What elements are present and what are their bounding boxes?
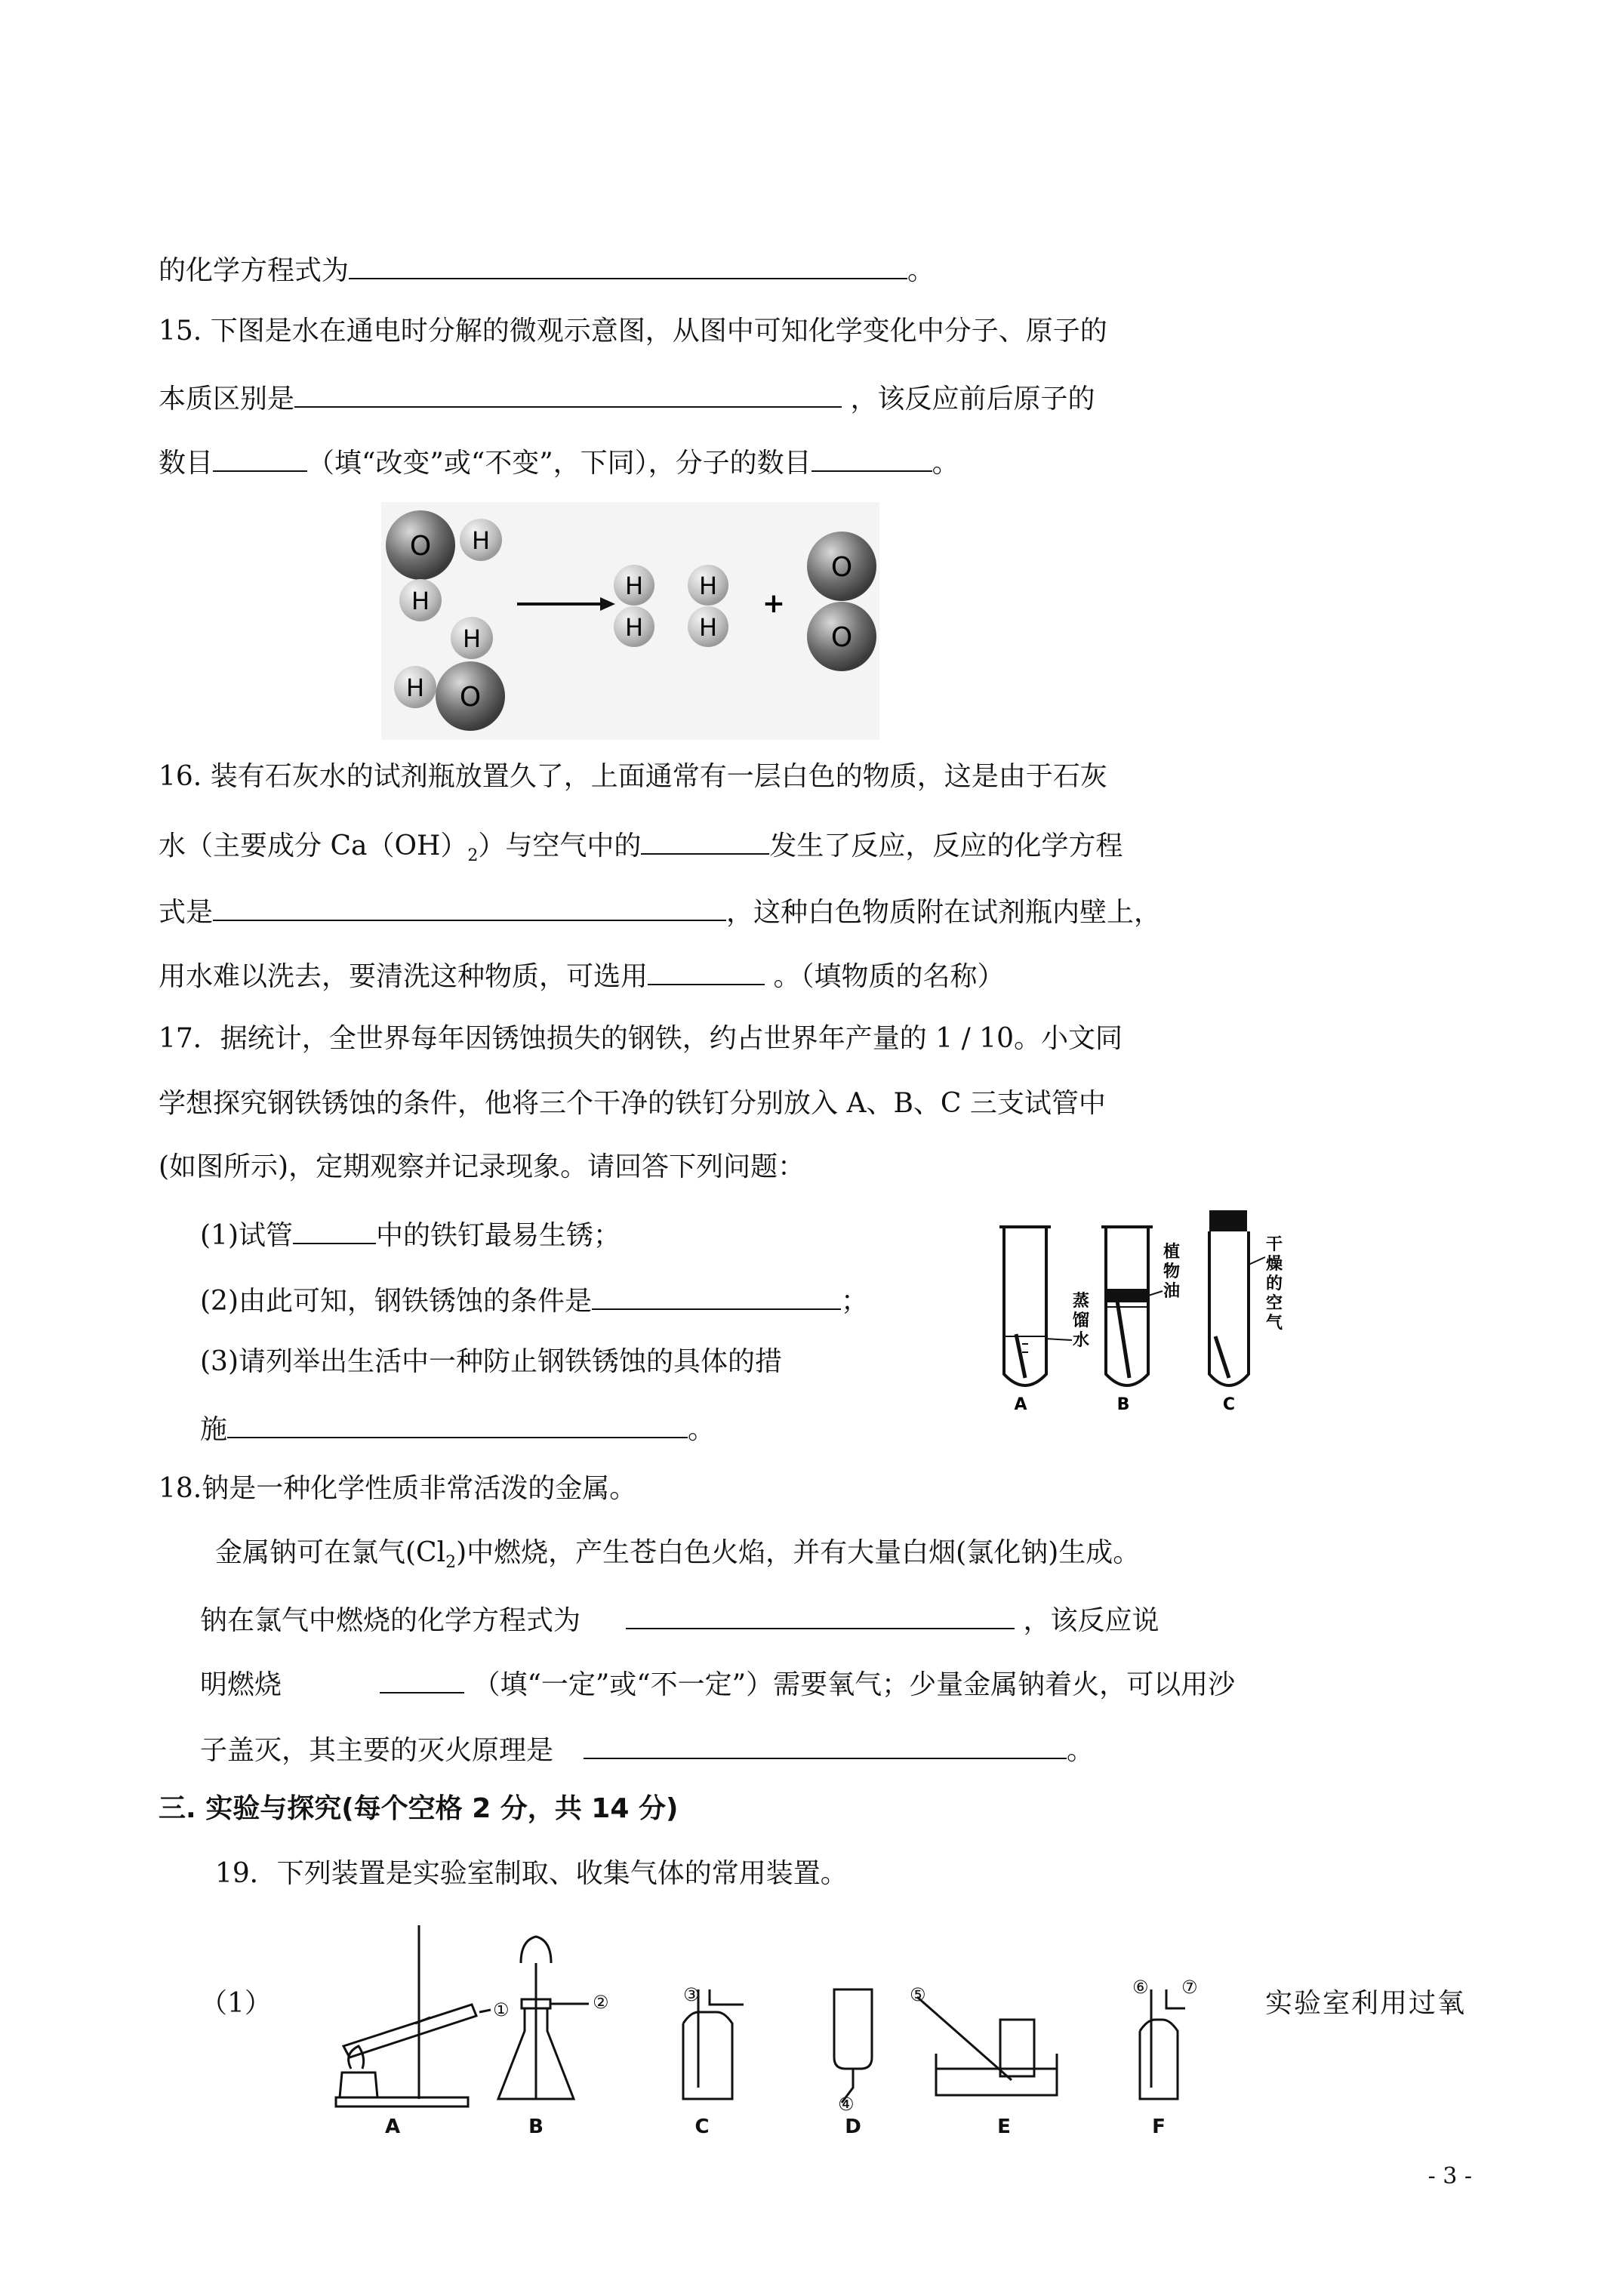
q17-line1: 17．据统计，全世界每年因锈蚀损失的钢铁，约占世界年产量的 1 / 10。小文同	[159, 1023, 1123, 1054]
test-tube-b	[1101, 1227, 1153, 1414]
q15-line1: 15. 下图是水在通电时分解的微观示意图，从图中可知化学变化中分子、原子的	[159, 316, 1107, 347]
svg-text:O: O	[459, 682, 482, 713]
mol1-h2: H	[411, 587, 430, 615]
port-numbers	[493, 1977, 1198, 2115]
q18-line3: 钠在氯气中燃烧的化学方程式为 ，该反应说	[200, 1599, 1159, 1639]
apparatus-a	[336, 1925, 491, 2106]
apparatus-labels	[385, 2116, 1166, 2137]
q17-part1: (1)试管 中的铁钉最易生锈；	[200, 1214, 621, 1254]
q16-cleaner-blank[interactable]	[648, 955, 765, 985]
water-label-2: 馏	[1072, 1311, 1090, 1330]
water-label-1: 蒸	[1072, 1292, 1090, 1311]
apparatus-b	[498, 1937, 589, 2099]
svg-text:①: ①	[493, 1999, 510, 2020]
mol1-o: O	[409, 531, 432, 562]
svg-text:D: D	[845, 2116, 861, 2137]
svg-text:⑦: ⑦	[1181, 1977, 1198, 1998]
q19-line1: 19．下列装置是实验室制取、收集气体的常用装置。	[215, 1858, 848, 1889]
air-label-3: 的	[1265, 1274, 1283, 1293]
test-tubes-figure	[989, 1204, 1313, 1416]
oil-label-3: 油	[1163, 1282, 1181, 1301]
svg-text:②: ②	[593, 1992, 609, 2013]
q17-tube-blank[interactable]	[293, 1214, 376, 1244]
q16-line3: 式是 ，这种白色物质附在试剂瓶内壁上，	[159, 891, 1161, 931]
svg-text:A: A	[384, 2116, 401, 2137]
q15-molecule-count-blank[interactable]	[812, 442, 932, 472]
svg-text:⑤: ⑤	[910, 1984, 926, 2005]
q15-line3: 数目 （填“改变”或“不变”，下同），分子的数目 。	[159, 442, 959, 482]
q16-line2: 水（主要成分 $Ca(OH)_2$）与空气中的 发生了反应，反应的化学方程	[159, 824, 1123, 874]
svg-text:④: ④	[838, 2094, 855, 2115]
svg-text:H: H	[698, 613, 718, 642]
q18-line2: 金属钠可在氯气$(Cl_2)$中燃烧，产生苍白色火焰，并有大量白烟(氯化钠)生成。	[215, 1537, 1141, 1573]
section-3-heading: 三. 实验与探究(每个空格 2 分，共 14 分)	[159, 1793, 679, 1824]
q18-oxygen-blank[interactable]	[380, 1663, 464, 1693]
apparatus-c	[683, 1989, 744, 2099]
q16-equation-blank[interactable]	[213, 891, 726, 921]
svg-text:O: O	[830, 552, 853, 583]
water-electrolysis-figure	[381, 502, 879, 740]
q16-line1: 16. 装有石灰水的试剂瓶放置久了，上面通常有一层白色的物质，这是由于石灰	[159, 761, 1107, 792]
test-tube-c	[1209, 1210, 1249, 1414]
q19-part1-label: （1）	[200, 1988, 272, 2019]
svg-text:H: H	[462, 624, 482, 653]
q17-line2: 学想探究钢铁锈蚀的条件，他将三个干净的铁钉分别放入 A、B、C 三支试管中	[159, 1088, 1106, 1119]
air-label-1: 干	[1265, 1235, 1283, 1254]
svg-text:H: H	[624, 613, 644, 642]
q14-answer-blank[interactable]	[349, 249, 907, 279]
apparatus-d	[834, 1989, 872, 2103]
q18-line1: 18.钠是一种化学性质非常活泼的金属。	[159, 1473, 637, 1504]
q17-line3: (如图所示)，定期观察并记录现象。请回答下列问题：	[159, 1151, 805, 1182]
q15-line2: 本质区别是 ，该反应前后原子的	[159, 378, 1095, 418]
q15-atom-count-blank[interactable]	[213, 442, 307, 472]
svg-text:C: C	[694, 2116, 710, 2137]
q18-equation-blank[interactable]	[626, 1599, 1015, 1629]
gas-apparatus-figure	[321, 1918, 1208, 2137]
test-tube-a	[999, 1227, 1051, 1414]
svg-text:A: A	[1014, 1395, 1027, 1414]
q17-condition-blank[interactable]	[592, 1280, 841, 1310]
svg-text:B: B	[1116, 1395, 1130, 1414]
q19-part1-text: 实验室利用过氧	[1265, 1988, 1467, 2019]
svg-text:H: H	[698, 572, 718, 600]
q14-text: 的化学方程式为	[159, 255, 350, 286]
svg-text:③: ③	[683, 1984, 700, 2005]
svg-text:F: F	[1152, 2116, 1166, 2137]
svg-text:B: B	[528, 2116, 544, 2137]
page-number: - 3 -	[1427, 2163, 1472, 2190]
q17-part3: (3)请列举出生活中一种防止钢铁锈蚀的具体的措	[200, 1346, 782, 1377]
q17-part2: (2)由此可知，钢铁锈蚀的条件是 ；	[200, 1280, 868, 1320]
q17-measure-blank[interactable]	[227, 1408, 688, 1438]
svg-text:E: E	[997, 2116, 1011, 2137]
air-label-4: 空	[1265, 1294, 1283, 1313]
oil-label-2: 物	[1163, 1262, 1181, 1281]
q15-essence-blank[interactable]	[294, 378, 842, 408]
svg-text:C: C	[1222, 1395, 1236, 1414]
q17-part3b: 施 。	[200, 1408, 715, 1448]
oil-label-1: 植	[1163, 1243, 1181, 1262]
plus-sign: +	[762, 588, 786, 619]
apparatus-e	[917, 1997, 1057, 2095]
svg-text:H: H	[405, 673, 425, 702]
svg-text:H: H	[624, 572, 644, 600]
q16-gas-blank[interactable]	[641, 824, 769, 855]
apparatus-f	[1140, 1989, 1185, 2099]
air-label-5: 气	[1265, 1314, 1283, 1333]
water-label-3: 水	[1072, 1331, 1090, 1350]
q18-line4: 明燃烧 （填“一定”或“不一定”）需要氧气；少量金属钠着火，可以用沙	[200, 1663, 1235, 1703]
q18-principle-blank[interactable]	[584, 1729, 1067, 1759]
air-label-2: 燥	[1265, 1255, 1283, 1274]
svg-text:O: O	[830, 622, 853, 653]
q14-tail-line: 的化学方程式为 。	[159, 249, 935, 289]
q16-line4: 用水难以洗去，要清洗这种物质，可选用 。（填物质的名称）	[159, 955, 1004, 995]
q18-line5: 子盖灭，其主要的灭火原理是 。	[200, 1729, 1094, 1769]
mol1-h1: H	[471, 526, 491, 555]
svg-text:⑥: ⑥	[1132, 1977, 1149, 1998]
